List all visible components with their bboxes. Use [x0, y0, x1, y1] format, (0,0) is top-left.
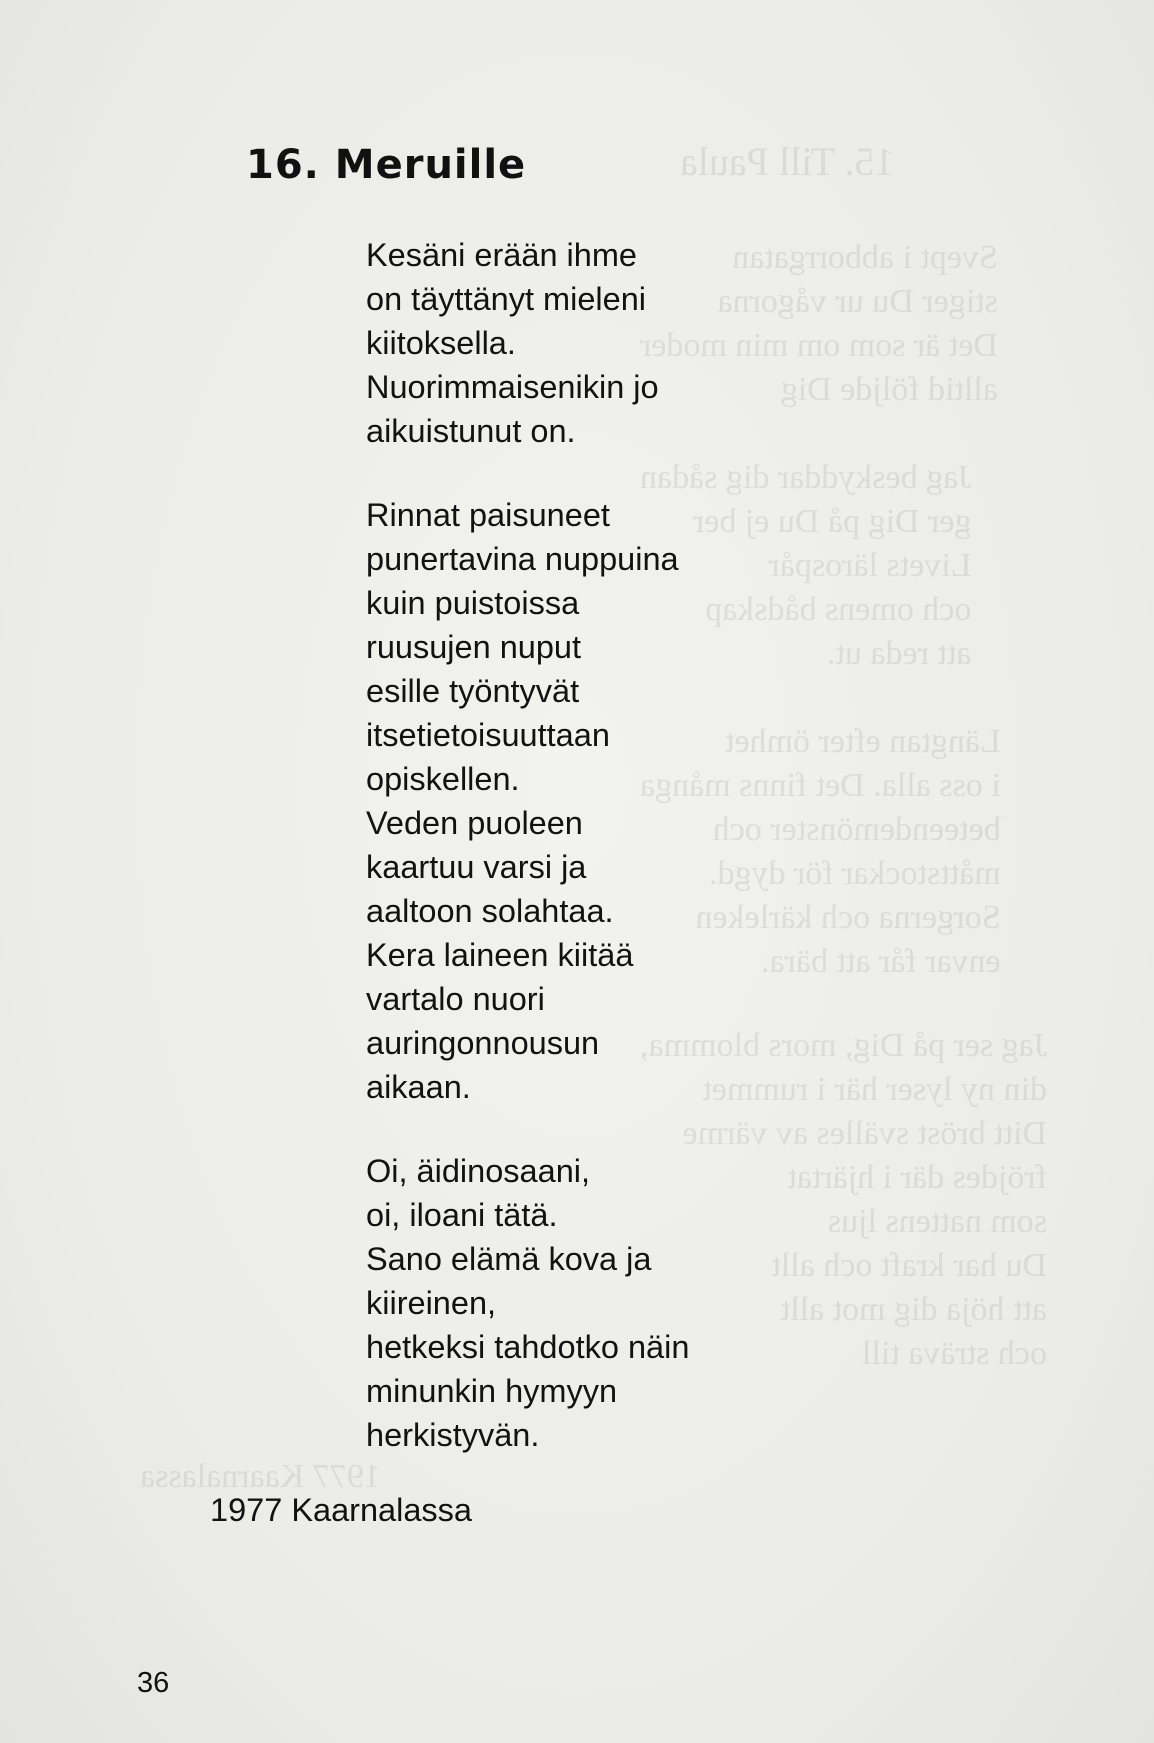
poem-line: Kesäni erään ihme [366, 237, 637, 273]
poem-line: vartalo nuori [366, 981, 545, 1017]
poem-line: oi, iloani tätä. [366, 1197, 558, 1233]
poem-body [366, 233, 926, 1457]
poem-line: ruusujen nuput [366, 629, 582, 665]
poem-line: kuin puistoissa [366, 585, 580, 621]
poem-line: kiitoksella. [366, 325, 516, 361]
poem-line: Nuorimmaisenikin jo [366, 369, 659, 405]
poem-line: itsetietoisuuttaan [366, 717, 610, 753]
poem-line: hetkeksi tahdotko näin [366, 1329, 690, 1365]
poem-line: kiireinen, [366, 1285, 497, 1321]
poem-line: Veden puoleen [366, 805, 583, 841]
page-number: 36 [137, 1667, 170, 1699]
poem-line: aaltoon solahtaa. [366, 893, 614, 929]
poem-line: aikaan. [366, 1069, 471, 1105]
poem-line: minunkin hymyyn [366, 1373, 618, 1409]
poem-line: Kera laineen kiitää [366, 937, 634, 973]
show-through-text: 15. Till Paula Svept i abborrgatan stiger Du ur vågorna Det är som om min moder alltid följde Dig Jag beskyddar dig sådan ger Dig på Du ej ber Livets lärospår och omens bådskap att reda ut. Längtan efter ömhet i oss alla. Det finns många beteendemönster och måttstockar för dygd. Sorgerna och kärleken envar får att bära. Jag ser på Dig, mors blomma, din ny lyser här i rummet Ditt bröst svälles av värme fröjdes där i hjärtat som nattens ljus Du har kraft och allt att höja dig mot allt och sträva till 1977 Kaarnalassa [140, 139, 1047, 1495]
poem-line: punertavina nuppuina [366, 541, 679, 577]
poem-line: aikuistunut on. [366, 413, 576, 449]
poem-line: Rinnat paisuneet [366, 497, 610, 533]
poem-line: on täyttänyt mieleni [366, 281, 647, 317]
poem-line: Sano elämä kova ja [366, 1241, 652, 1277]
poem-title: 16. Meruille [246, 142, 527, 188]
stanza-3 [366, 1149, 926, 1457]
poem-line: opiskellen. [366, 761, 520, 797]
stanza-1 [366, 233, 926, 453]
poem-line: Oi, äidinosaani, [366, 1153, 591, 1189]
poem-line: herkistyvän. [366, 1417, 540, 1453]
stanza-2 [366, 493, 926, 1109]
poem-line: kaartuu varsi ja [366, 849, 587, 885]
place-and-date: 1977 Kaarnalassa [210, 1492, 472, 1528]
poem-line: auringonnousun [366, 1025, 600, 1061]
poem-line: esille työntyvät [366, 673, 580, 709]
